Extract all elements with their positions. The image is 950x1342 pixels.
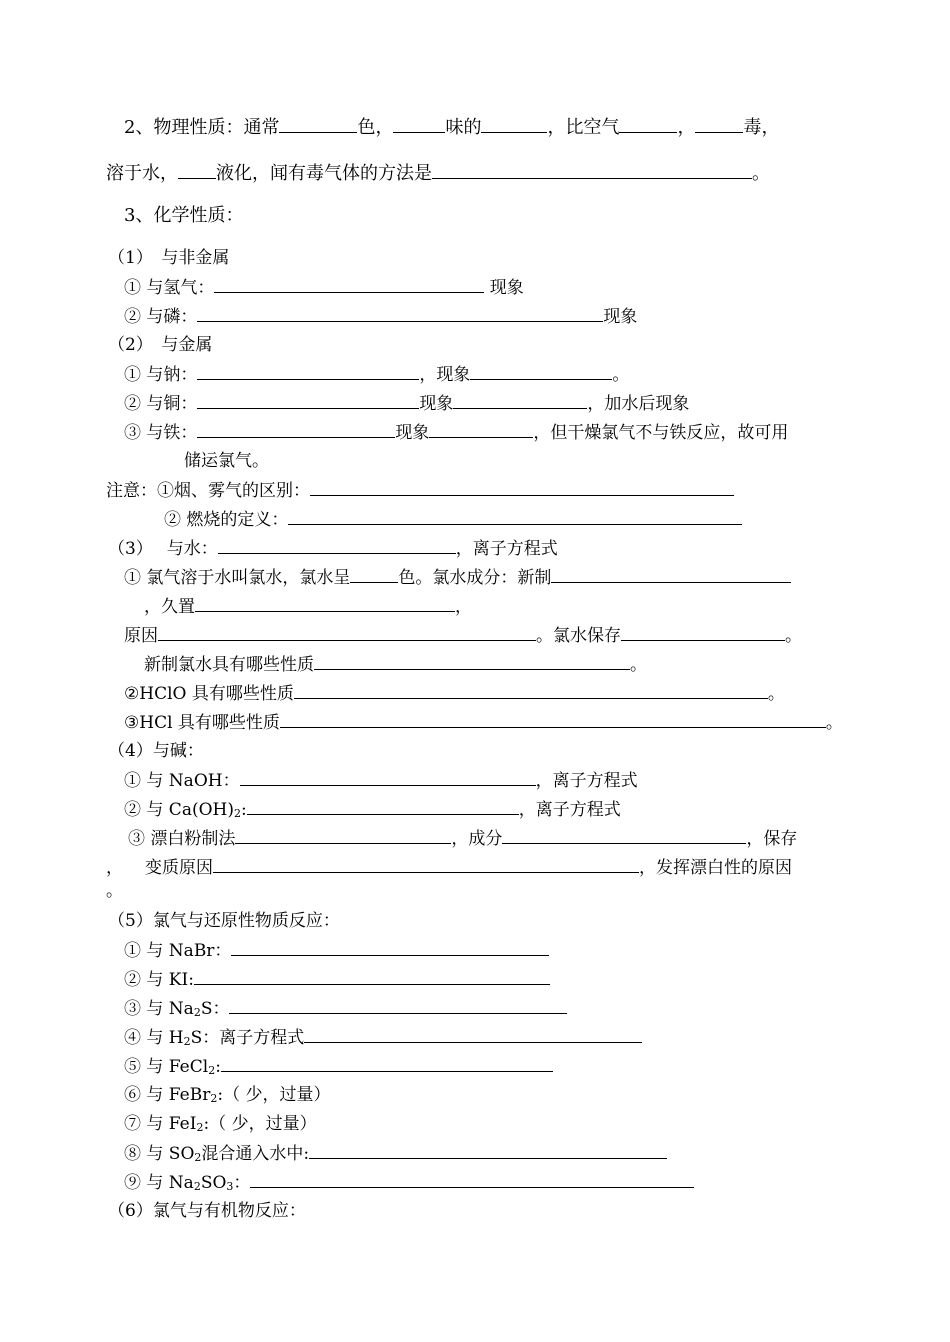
text: ，保存: [746, 829, 798, 849]
blank-hclo-properties[interactable]: [294, 682, 768, 699]
chlorine-water-line-2: [144, 595, 472, 617]
subscript: 2: [183, 1035, 191, 1048]
text: 2、物理性质：通常: [124, 117, 280, 138]
text: ① 与氢气：: [124, 278, 215, 298]
text: ① 与钠：: [124, 365, 198, 385]
text: ，比空气: [547, 117, 620, 138]
blank-iron[interactable]: [197, 421, 395, 438]
text: 色。氯水成分：新制: [398, 568, 552, 588]
text: ②HClO 具有哪些性质: [124, 684, 294, 704]
subscript: 2: [193, 1180, 201, 1193]
phosphorus-line: [124, 305, 637, 327]
subscript: 2: [196, 1121, 204, 1134]
text: ② 与铜：: [124, 394, 198, 414]
text: 现象: [603, 307, 638, 327]
text: ，久置: [144, 597, 195, 617]
text: S：: [200, 999, 230, 1019]
blank-water[interactable]: [218, 537, 456, 554]
text: :: [240, 800, 247, 820]
water-heading: [108, 537, 558, 559]
text: 味的: [445, 117, 482, 138]
ki-line: [124, 968, 550, 990]
text: ③ 与铁：: [124, 423, 198, 443]
text: 毒，: [743, 117, 780, 138]
subscript: 2: [193, 1006, 201, 1019]
subscript: 2: [233, 807, 241, 820]
blank-hcl-properties[interactable]: [280, 711, 826, 728]
text: ② 与 KI:: [124, 970, 194, 990]
text: S：离子方程式: [190, 1028, 305, 1048]
so2-line: [124, 1142, 667, 1164]
text: ，离子方程式: [455, 539, 558, 559]
blank-hydrogen[interactable]: [214, 276, 484, 293]
reductant-heading: （5）氯气与还原性物质反应：: [108, 911, 340, 931]
blank-caoh[interactable]: [247, 798, 519, 815]
febr2-line: [124, 1084, 331, 1106]
blank-copper[interactable]: [197, 392, 419, 409]
text: 。: [767, 684, 785, 704]
note-line-1: [106, 479, 734, 501]
metal-heading: （2） 与金属: [108, 335, 213, 355]
bleach-line-2: [106, 856, 792, 878]
text: （3） 与水：: [108, 539, 218, 559]
text: ，加水后现象: [587, 394, 690, 414]
blank-phosphorus[interactable]: [197, 305, 603, 322]
text: 。: [612, 365, 630, 385]
text: :（ 少，过量）: [203, 1114, 317, 1134]
text: ① 与 NaOH：: [124, 771, 240, 791]
blank-nabr[interactable]: [231, 939, 549, 956]
caoh-line: [124, 798, 621, 820]
subscript: 3: [226, 1180, 234, 1193]
text: ，成分: [451, 829, 503, 849]
text: ① 氯气溶于水叫氯水，氯水呈: [124, 568, 351, 588]
text: ⑦ 与 FeI: [124, 1114, 197, 1134]
base-heading: （4）与碱：: [108, 741, 204, 761]
text: 色，: [357, 117, 394, 138]
blank-copper-phenomenon[interactable]: [453, 392, 587, 409]
blank-storage[interactable]: [621, 624, 785, 641]
iron-line: [124, 421, 788, 443]
subscript: 2: [208, 1064, 216, 1077]
physical-properties-line-1: [124, 116, 779, 138]
subscript: 2: [194, 1151, 202, 1164]
naoh-line: [124, 769, 638, 791]
chlorine-water-line-4: [144, 653, 647, 675]
text: ② 与 Ca(OH): [124, 800, 234, 820]
text: ，现象: [419, 365, 471, 385]
nabr-line: [124, 939, 549, 961]
text: 现象: [484, 278, 524, 298]
chemical-properties-title: 3、化学性质：: [124, 205, 244, 226]
na2s-line: [124, 997, 567, 1019]
iron-line-2: 储运氯气。: [184, 451, 269, 471]
organic-heading: （6）氯气与有机物反应：: [108, 1201, 306, 1221]
bleach-line-3: 。: [106, 881, 123, 901]
text: 混合通入水中:: [201, 1144, 310, 1164]
hcl-line: [124, 711, 843, 733]
nonmetal-heading: （1） 与非金属: [108, 248, 230, 268]
text: ，发挥漂白性的原因: [639, 858, 792, 878]
copper-line: [124, 392, 689, 414]
bleach-line-1: [128, 827, 797, 849]
text: 。: [785, 626, 802, 646]
blank-ki[interactable]: [194, 968, 550, 985]
fecl2-line: [124, 1055, 553, 1077]
blank-smell[interactable]: [393, 116, 445, 133]
blank-aged-composition[interactable]: [195, 595, 455, 612]
hydrogen-line: [124, 276, 524, 298]
text: 原因: [124, 626, 158, 646]
text: ① 与 NaBr：: [124, 941, 232, 961]
text: ，离子方程式: [535, 771, 638, 791]
chlorine-water-line-1: [124, 566, 791, 588]
blank-na2s[interactable]: [229, 997, 567, 1014]
text: 变质原因: [145, 858, 213, 878]
text: :（ 少，过量）: [217, 1085, 331, 1105]
blank-fecl2[interactable]: [221, 1055, 553, 1072]
blank-density[interactable]: [619, 116, 677, 133]
text: 。: [825, 713, 843, 733]
text: ：: [233, 1173, 251, 1193]
blank-fresh-properties[interactable]: [314, 653, 630, 670]
blank-color[interactable]: [279, 116, 357, 133]
text: ② 燃烧的定义：: [164, 510, 289, 530]
text: ③ 与 Na: [124, 999, 194, 1019]
text: ，: [106, 858, 123, 878]
text: 。: [630, 655, 647, 675]
blank-h2s[interactable]: [304, 1026, 642, 1043]
text: ，离子方程式: [518, 800, 621, 820]
blank-fresh-composition[interactable]: [551, 566, 791, 583]
text: ⑧ 与 SO: [124, 1144, 195, 1164]
hclo-line: [124, 682, 785, 704]
text: ⑥ 与 FeBr: [124, 1085, 211, 1105]
text: 液化，闻有毒气体的方法是: [216, 163, 432, 184]
blank-naoh[interactable]: [240, 769, 536, 786]
text: ③HCl 具有哪些性质: [124, 713, 280, 733]
blank-so2[interactable]: [309, 1142, 667, 1159]
text: 注意：①烟、雾气的区别：: [106, 481, 310, 501]
blank-smoke-fog[interactable]: [310, 479, 734, 496]
text: ，: [455, 597, 472, 617]
blank-bleach-composition[interactable]: [502, 827, 746, 844]
blank-sodium-phenomenon[interactable]: [470, 363, 612, 380]
text: ④ 与 H: [124, 1028, 184, 1048]
text: 新制氯水具有哪些性质: [144, 655, 314, 675]
blank-sodium[interactable]: [197, 363, 419, 380]
chlorine-water-line-3: [124, 624, 802, 646]
na2so3-line: [124, 1171, 694, 1193]
blank-toxicity[interactable]: [695, 116, 743, 133]
text: 现象: [419, 394, 454, 414]
sodium-line: [124, 363, 629, 385]
blank-combustion[interactable]: [288, 508, 742, 525]
text: 。: [752, 163, 770, 184]
fei2-line: [124, 1113, 317, 1135]
blank-reason[interactable]: [158, 624, 536, 641]
blank-chlorine-water-color[interactable]: [350, 566, 398, 583]
blank-iron-phenomenon[interactable]: [429, 421, 533, 438]
blank-liquefy[interactable]: [178, 162, 216, 179]
text: 现象: [395, 423, 430, 443]
blank-spoil-reason[interactable]: [213, 856, 639, 873]
text: ，但干燥氯气不与铁反应，故可用: [533, 423, 789, 443]
text: SO: [200, 1173, 227, 1193]
text: 。氯水保存: [536, 626, 621, 646]
text: :: [215, 1057, 221, 1077]
blank-bleach-method[interactable]: [235, 827, 451, 844]
blank-state[interactable]: [481, 116, 547, 133]
subscript: 2: [210, 1092, 218, 1105]
text: ⑤ 与 FeCl: [124, 1057, 209, 1077]
text: ② 与磷：: [124, 307, 198, 327]
text: 溶于水，: [106, 163, 178, 184]
blank-smell-method[interactable]: [432, 162, 752, 179]
physical-properties-line-2: [106, 162, 770, 184]
text: ③ 漂白粉制法: [128, 829, 236, 849]
blank-na2so3[interactable]: [250, 1171, 694, 1188]
text: ，: [677, 117, 696, 138]
note-line-2: [164, 508, 742, 530]
text: ⑨ 与 Na: [124, 1173, 194, 1193]
h2s-line: [124, 1026, 642, 1048]
